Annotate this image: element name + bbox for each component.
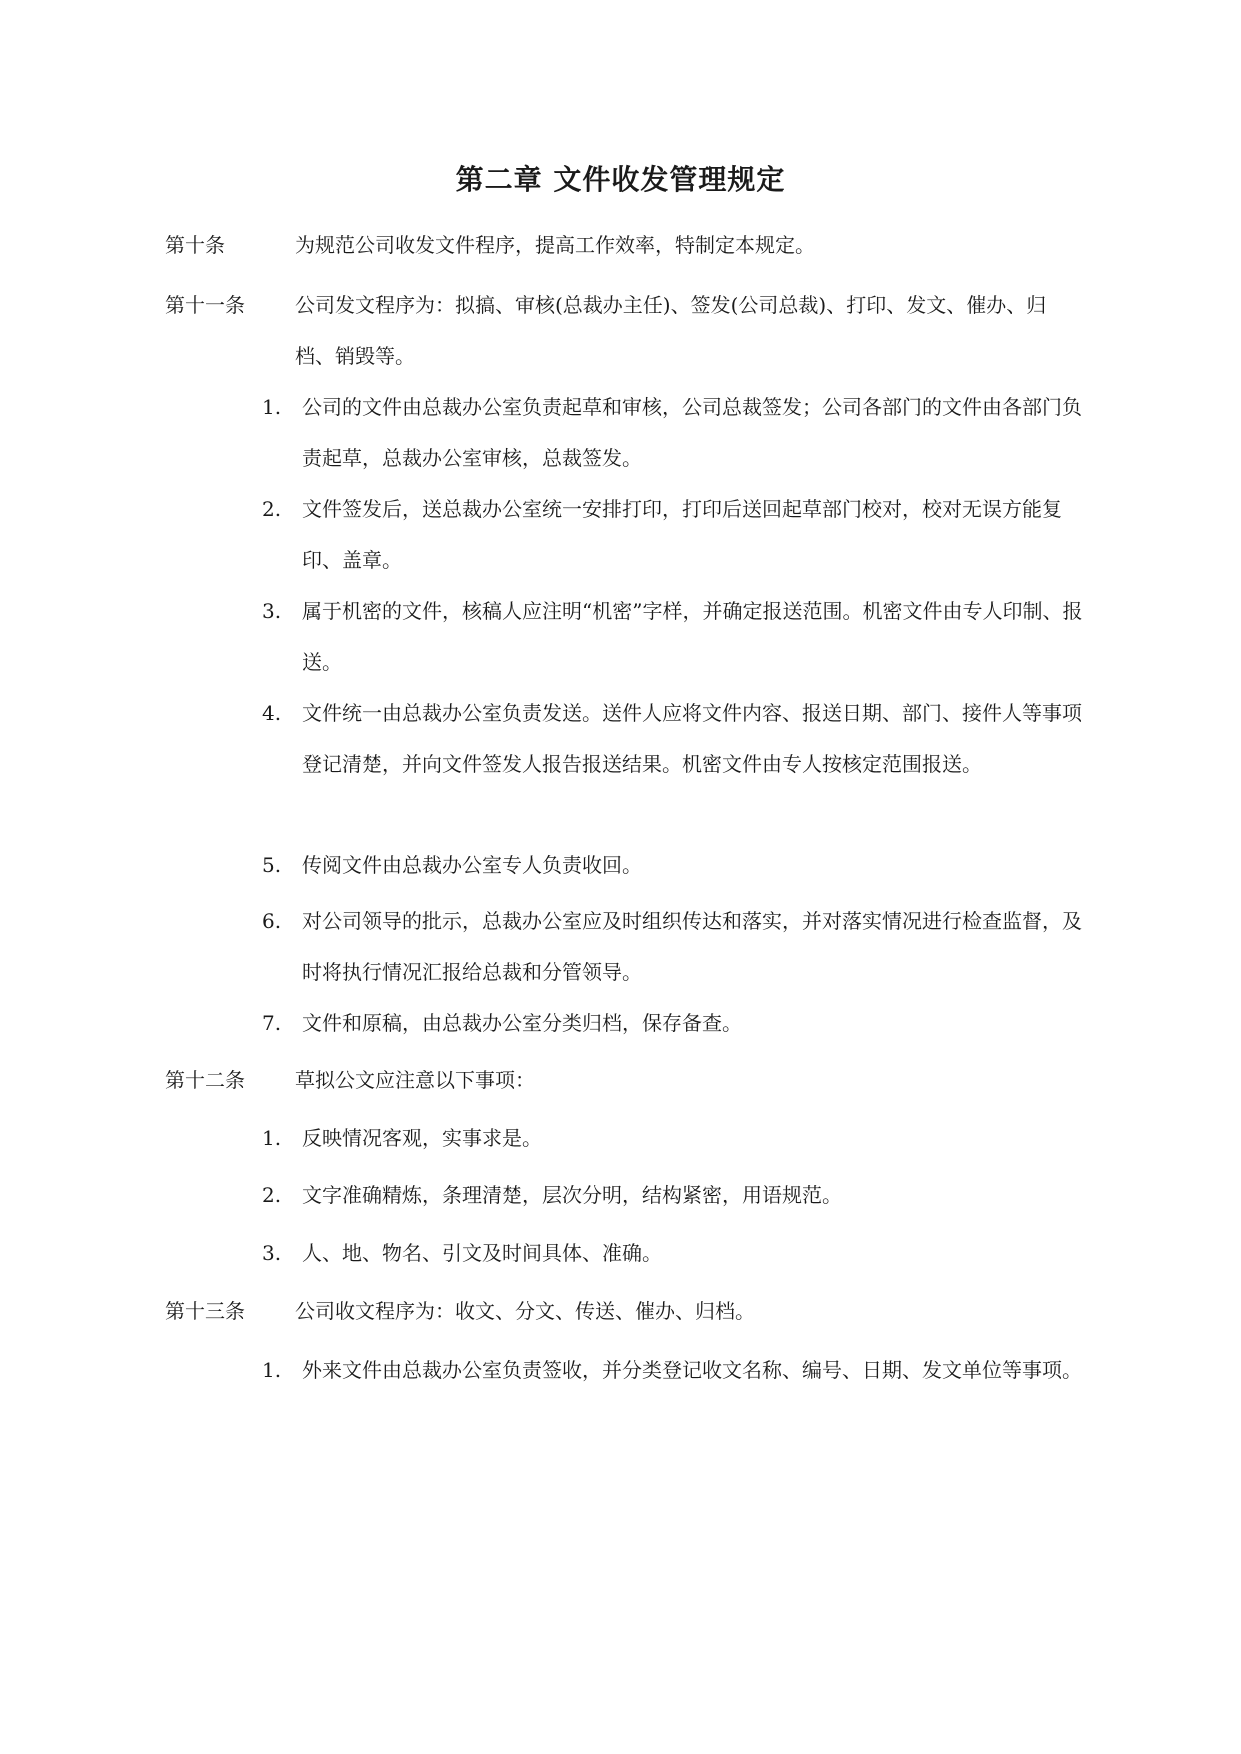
item-number: 2. [262,1183,282,1207]
item-number: 3. [262,599,282,623]
item-text: 属于机密的文件，核稿人应注明“机密”字样，并确定报送范围。机密文件由专人印制、报送。 [302,599,1083,674]
list-item [262,382,1092,484]
item-number: 2. [262,497,282,521]
article-text: 公司收文程序为：收文、分文、传送、催办、归档。 [295,1299,755,1323]
list-item [262,1228,1092,1279]
item-number: 1. [262,395,282,419]
item-text: 传阅文件由总裁办公室专人负责收回。 [302,853,642,877]
article-text: 为规范公司收发文件程序，提高工作效率，特制定本规定。 [295,233,815,257]
article-label: 第十条 [165,233,225,257]
item-text: 文件签发后，送总裁办公室统一安排打印，打印后送回起草部门校对，校对无误方能复印、盖章。 [302,497,1062,572]
item-number: 7. [262,1011,282,1035]
article-12 [165,1055,1085,1106]
item-text: 人、地、物名、引文及时间具体、准确。 [302,1241,662,1265]
item-number: 1. [262,1126,282,1150]
list-item [262,484,1092,586]
list-item [262,1345,1092,1396]
item-text: 公司的文件由总裁办公室负责起草和审核，公司总裁签发；公司各部门的文件由各部门负责起草，总裁办公室审核，总裁签发。 [302,395,1082,470]
list-item [262,840,1092,891]
article-13 [165,1286,1085,1337]
item-number: 3. [262,1241,282,1265]
article-label: 第十一条 [165,293,245,317]
article-text: 草拟公文应注意以下事项： [295,1068,535,1092]
item-number: 1. [262,1358,282,1382]
item-text: 对公司领导的批示，总裁办公室应及时组织传达和落实，并对落实情况进行检查监督，及时将执行情况汇报给总裁和分管领导。 [302,909,1082,984]
list-item [262,688,1092,790]
list-item [262,1170,1092,1221]
article-11 [165,280,1085,382]
article-10 [165,220,1085,271]
list-item [262,998,1092,1049]
list-item [262,586,1092,688]
article-label: 第十二条 [165,1068,245,1092]
item-text: 反映情况客观，实事求是。 [302,1126,542,1150]
item-text: 文件和原稿，由总裁办公室分类归档，保存备查。 [302,1011,742,1035]
list-item [262,1113,1092,1164]
article-text: 公司发文程序为：拟搞、审核(总裁办主任)、签发(公司总裁)、打印、发文、催办、归档、销毁等。 [295,293,1047,368]
article-label: 第十三条 [165,1299,245,1323]
item-number: 5. [262,853,282,877]
item-number: 4. [262,701,282,725]
item-number: 6. [262,909,282,933]
item-text: 外来文件由总裁办公室负责签收，并分类登记收文名称、编号、日期、发文单位等事项。 [302,1358,1082,1382]
chapter-title: 第二章 文件收发管理规定 [455,163,786,196]
list-item [262,896,1092,998]
item-text: 文件统一由总裁办公室负责发送。送件人应将文件内容、报送日期、部门、接件人等事项登记清楚，并向文件签发人报告报送结果。机密文件由专人按核定范围报送。 [302,701,1082,776]
item-text: 文字准确精炼，条理清楚，层次分明，结构紧密，用语规范。 [302,1183,842,1207]
